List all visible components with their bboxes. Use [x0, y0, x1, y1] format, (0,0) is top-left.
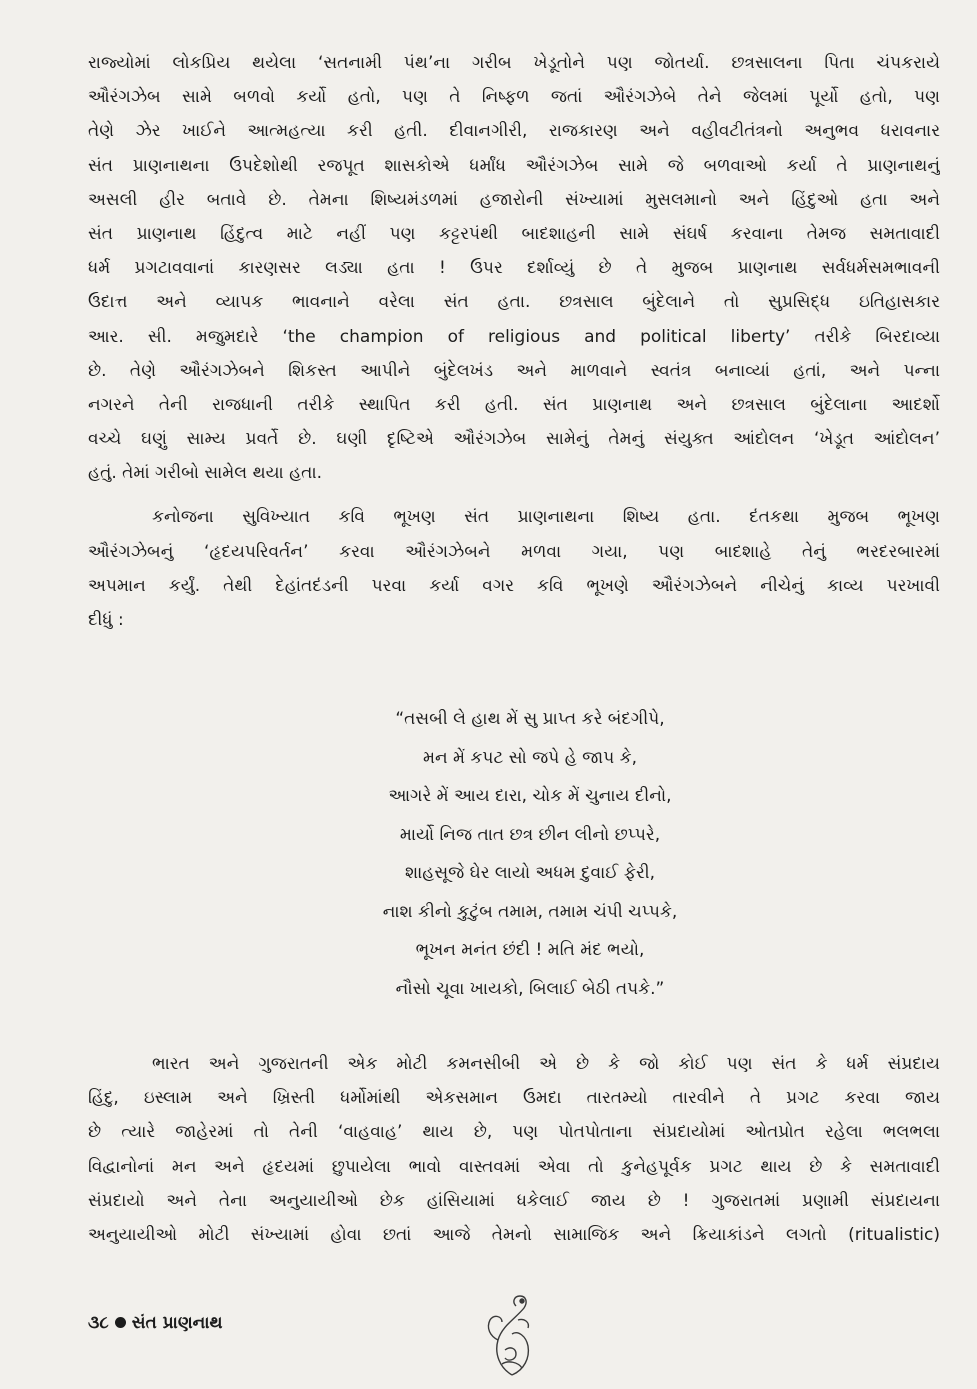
poem-verse: [300, 700, 760, 1008]
bullet-icon: [115, 1317, 126, 1328]
page-number: ૩૮: [88, 1313, 109, 1333]
book-title: સંત પ્રાણનાથ: [131, 1313, 223, 1333]
text-line: કનોજના સુવિખ્યાત કવિ ભૂખણ સંત પ્રાણનાથના શિષ્ય હતા. દંતકથા મુજબ ભૂખણ: [152, 507, 940, 528]
paragraph-1: [88, 46, 940, 637]
text-line: વચ્ચે ઘણું સામ્ય પ્રવર્તે છે. ઘણી દૃષ્ટિએ ઔરંગઝેબ સામેનું તેમનું સંયુક્ત આંદોલન ‘ખેડૂત આંદોલન’: [88, 429, 940, 450]
text-line: ધર્મ પ્રગટાવવાનાં કારણસર લડ્યા હતા ! ઉપર દર્શાવ્યું છે તે મુજબ પ્રાણનાથ સર્વધર્મસમભાવની: [88, 258, 940, 279]
verse-line: આગરે મેં આય દારા, ચોક મેં ચુનાય દીનો,: [388, 786, 672, 806]
text-line: દીધું :: [88, 610, 124, 630]
paragraph-2: [88, 500, 940, 637]
text-line: ઔરંગઝેબ સામે બળવો કર્યો હતો, પણ તે નિષ્ફળ જતાં ઔરંગઝેબે તેને જેલમાં પૂર્યો હતો, પણ: [88, 87, 940, 108]
verse-line: શાહસૂજે ઘેર લાયો અધમ દુવાઈ ફેરી,: [404, 863, 656, 883]
text-line: રાજ્યોમાં લોકપ્રિય થયેલા ‘સતનામી પંથ’ના ગરીબ ખેડૂતોને પણ જોતર્યા. છત્રસાલના પિતા ચંપકરાયે: [88, 53, 940, 73]
text-line: ભારત અને ગુજરાતની એક મોટી કમનસીબી એ છે કે જો કોઈ પણ સંત કે ધર્મ સંપ્રદાય: [152, 1054, 940, 1074]
text-line: આર. સી. મજુમદારે ‘the champion of religious and political liberty’ તરીકે બિરદાવ્યા: [88, 326, 940, 347]
verse-line: નાશ કીનો કુટુંબ તમામ, તમામ ચંપી ચપ્પકે,: [382, 901, 678, 922]
text-line: સંપ્રદાયો અને તેના અનુયાયીઓ છેક હાંસિયામાં ધકેલાઈ જાય છે ! ગુજરાતમાં પ્રણામી સંપ્રદાયના: [88, 1190, 940, 1211]
verse-line: “તસબી લે હાથ મેં સુ પ્રાપ્ત કરે બંદગીપે,: [395, 709, 665, 729]
text-line: છે ત્યારે જાહેરમાં તો તેની ‘વાહવાહ’ થાય છે, પણ પોતપોતાના સંપ્રદાયોમાં ઓતપ્રોત રહેલા ભલભલા: [88, 1122, 940, 1143]
text-line: સંત પ્રાણનાથના ઉપદેશોથી રજપૂત શાસકોએ ધર્માંધ ઔરંગઝેબ સામે જે બળવાઓ કર્યા તે પ્રાણનાથનું: [88, 155, 940, 176]
text-line: નગરને તેની રાજધાની તરીકે સ્થાપિત કરી હતી. સંત પ્રાણનાથ અને છત્રસાલ બુંદેલાના આદર્શો: [88, 394, 940, 415]
peacock-ornament-icon: [472, 1290, 552, 1380]
text-line: હિંદુ, ઇસ્લામ અને ખ્રિસ્તી ધર્મોમાંથી એકસમાન ઉમદા તારતમ્યો તારવીને તે પ્રગટ કરવા જાય: [88, 1088, 940, 1109]
verse-line: નૌસો ચૂવા ખાયકો, બિલાઈ બેઠી તપકે.”: [395, 978, 665, 999]
text-line: હતું. તેમાં ગરીબો સામેલ થયા હતા.: [88, 463, 323, 484]
verse-line: માર્યો નિજ તાત છત્ર છીન લીનો છપ્પરે,: [399, 824, 661, 845]
page-footer: [88, 1313, 223, 1333]
text-line: છે. તેણે ઔરંગઝેબને શિકસ્ત આપીને બુંદેલખંડ અને માળવાને સ્વતંત્ર બનાવ્યાં હતાં, અને પન્ના: [88, 360, 940, 381]
text-line: અનુયાયીઓ મોટી સંખ્યામાં હોવા છતાં આજે તેમનો સામાજિક અને ક્રિયાકાંડને લગતો (ritualistic): [88, 1224, 940, 1245]
text-line: વિદ્વાનોનાં મન અને હૃદયમાં છુપાયેલા ભાવો વાસ્તવમાં એવા તો કુનેહપૂર્વક પ્રગટ થાય છે કે સમતાવાદી: [88, 1156, 940, 1177]
text-line: અસલી હીર બતાવે છે. તેમના શિષ્યમંડળમાં હજારોની સંખ્યામાં મુસલમાનો અને હિંદુઓ હતા અને: [88, 189, 940, 210]
text-line: અપમાન કર્યું. તેથી દેહાંતદંડની પરવા કર્યા વગર કવિ ભૂખણે ઔરંગઝેબને નીચેનું કાવ્ય પરખાવી: [88, 575, 940, 596]
text-line: ઉદાત્ત અને વ્યાપક ભાવનાને વરેલા સંત હતા. છત્રસાલ બુંદેલાને તો સુપ્રસિદ્ધ ઇતિહાસકાર: [88, 292, 940, 313]
paragraph-3: [88, 1047, 940, 1252]
text-line: ઔરંગઝેબનું ‘હૃદયપરિવર્તન’ કરવા ઔરંગઝેબને મળવા ગયા, પણ બાદશાહે તેનું ભરદરબારમાં: [88, 541, 940, 562]
text-line: તેણે ઝેર ખાઈને આત્મહત્યા કરી હતી. દીવાનગીરી, રાજકારણ અને વહીવટીતંત્રનો અનુભવ ધરાવનાર: [88, 121, 940, 142]
text-line: સંત પ્રાણનાથ હિંદુત્વ માટે નહીં પણ કટ્ટરપંથી બાદશાહની સામે સંઘર્ષ કરવાના તેમજ સમતાવાદી: [88, 223, 940, 244]
verse-line: ભૂખન મનંત છંદી ! મતિ મંદ ભયો,: [415, 940, 645, 960]
verse-line: મન મેં કપટ સો જપે હે જાપ કે,: [422, 747, 638, 768]
